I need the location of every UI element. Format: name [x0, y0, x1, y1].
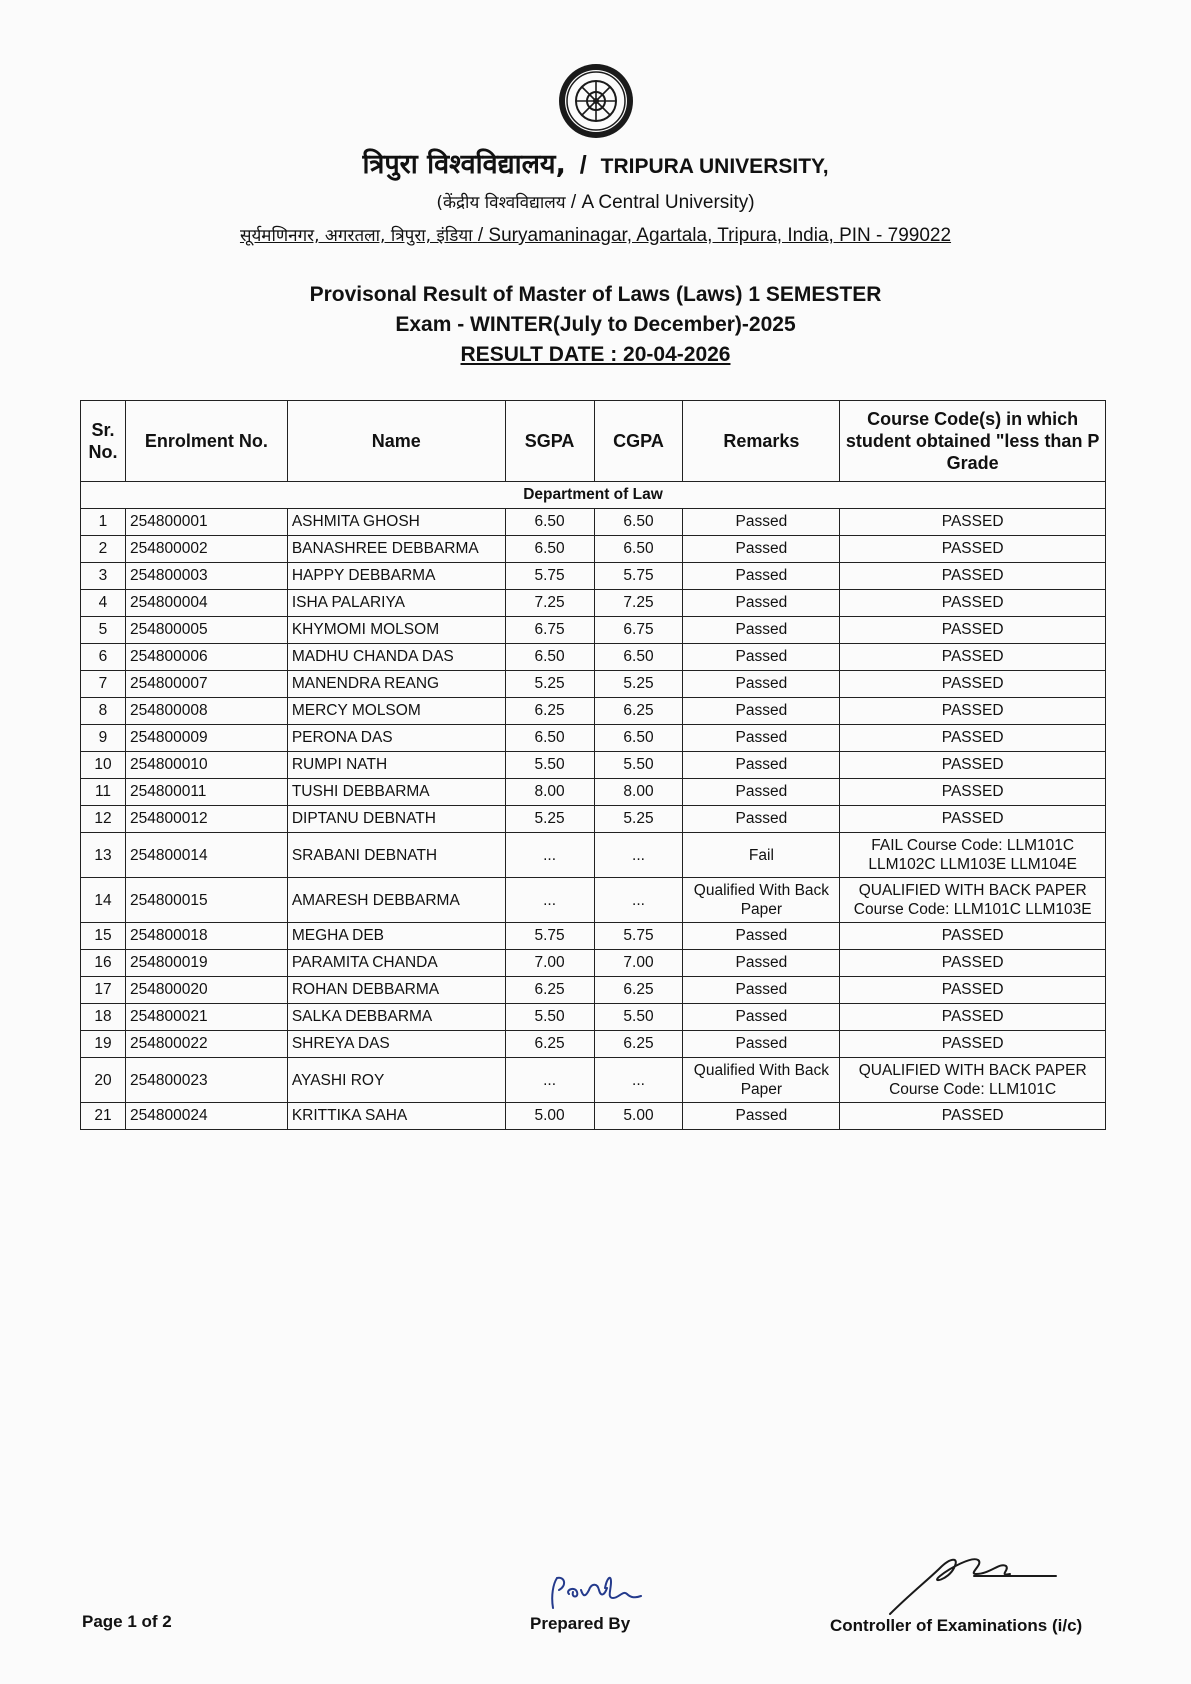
cgpa-cell: 7.25 [594, 590, 683, 617]
remarks-cell: Passed [683, 950, 840, 977]
header-cgpa: CGPA [594, 401, 683, 482]
sgpa-cell: 5.25 [505, 671, 594, 698]
sr-cell: 10 [81, 752, 126, 779]
sgpa-cell: 8.00 [505, 779, 594, 806]
cgpa-cell: 5.75 [594, 563, 683, 590]
course-code-cell: PASSED [840, 1031, 1106, 1058]
sr-cell: 14 [81, 878, 126, 923]
header-course-codes: Course Code(s) in which student obtained "less than P Grade [840, 401, 1106, 482]
name-cell: SALKA DEBBARMA [287, 1004, 505, 1031]
remarks-cell: Passed [683, 779, 840, 806]
exam-session: Exam - WINTER(July to December)-2025 [395, 313, 796, 336]
table-row [81, 1103, 1106, 1130]
sgpa-cell: 5.25 [505, 806, 594, 833]
course-code-cell: PASSED [840, 806, 1106, 833]
result-title: Provisonal Result of Master of Laws (Laws) 1 SEMESTER [309, 283, 882, 306]
remarks-cell: Passed [683, 923, 840, 950]
controller-of-examinations-label: Controller of Examinations (i/c) [830, 1616, 1083, 1635]
sgpa-cell: 5.75 [505, 563, 594, 590]
sgpa-cell: 6.50 [505, 509, 594, 536]
sgpa-cell: ... [505, 1058, 594, 1103]
sr-cell: 7 [81, 671, 126, 698]
table-row [81, 833, 1106, 878]
table-row [81, 1004, 1106, 1031]
table-row [81, 779, 1106, 806]
university-name-hindi: त्रिपुरा विश्वविद्यालय, [362, 149, 566, 180]
remarks-cell: Passed [683, 1031, 840, 1058]
table-row [81, 617, 1106, 644]
enrolment-cell: 254800006 [125, 644, 287, 671]
cgpa-cell: 5.50 [594, 1004, 683, 1031]
table-row [81, 752, 1106, 779]
cgpa-cell: ... [594, 833, 683, 878]
table-row [81, 878, 1106, 923]
sr-cell: 18 [81, 1004, 126, 1031]
sgpa-cell: 6.50 [505, 536, 594, 563]
enrolment-cell: 254800020 [125, 977, 287, 1004]
remarks-cell: Passed [683, 752, 840, 779]
course-code-cell: PASSED [840, 977, 1106, 1004]
header-remarks: Remarks [683, 401, 840, 482]
remarks-cell: Passed [683, 725, 840, 752]
cgpa-cell: 5.25 [594, 671, 683, 698]
address-line [0, 223, 1191, 247]
address-hindi: सूर्यमणिनगर, अगरतला, त्रिपुरा, इंडिया [239, 226, 473, 246]
remarks-cell: Passed [683, 536, 840, 563]
course-code-cell: PASSED [840, 617, 1106, 644]
remarks-cell: Passed [683, 644, 840, 671]
table-row [81, 725, 1106, 752]
name-cell: ASHMITA GHOSH [287, 509, 505, 536]
name-cell: AYASHI ROY [287, 1058, 505, 1103]
sgpa-cell: 6.25 [505, 977, 594, 1004]
header-sr-no: Sr. No. [81, 401, 126, 482]
cgpa-cell: ... [594, 878, 683, 923]
sr-cell: 1 [81, 509, 126, 536]
enrolment-cell: 254800021 [125, 1004, 287, 1031]
separator: / [579, 151, 587, 179]
cgpa-cell: 7.00 [594, 950, 683, 977]
department-row [81, 482, 1106, 509]
name-cell: PARAMITA CHANDA [287, 950, 505, 977]
sr-cell: 9 [81, 725, 126, 752]
sr-cell: 17 [81, 977, 126, 1004]
name-cell: SRABANI DEBNATH [287, 833, 505, 878]
remarks-cell: Qualified With Back Paper [683, 1058, 840, 1103]
name-cell: MEGHA DEB [287, 923, 505, 950]
enrolment-cell: 254800002 [125, 536, 287, 563]
enrolment-cell: 254800022 [125, 1031, 287, 1058]
course-code-cell: PASSED [840, 590, 1106, 617]
course-code-cell: FAIL Course Code: LLM101C LLM102C LLM103E LLM104E [840, 833, 1106, 878]
remarks-cell: Passed [683, 698, 840, 725]
enrolment-cell: 254800009 [125, 725, 287, 752]
prepared-by-label: Prepared By [530, 1614, 631, 1633]
enrolment-cell: 254800008 [125, 698, 287, 725]
sgpa-cell: 7.25 [505, 590, 594, 617]
name-cell: DIPTANU DEBNATH [287, 806, 505, 833]
table-row [81, 644, 1106, 671]
course-code-cell: PASSED [840, 644, 1106, 671]
sgpa-cell: 5.50 [505, 1004, 594, 1031]
name-cell: RUMPI NATH [287, 752, 505, 779]
remarks-cell: Passed [683, 509, 840, 536]
remarks-cell: Passed [683, 590, 840, 617]
page-number: Page 1 of 2 [82, 1612, 172, 1631]
enrolment-cell: 254800001 [125, 509, 287, 536]
sr-cell: 3 [81, 563, 126, 590]
address-english: / Suryamaninagar, Agartala, Tripura, India, PIN - 799022 [477, 225, 952, 246]
course-code-cell: PASSED [840, 725, 1106, 752]
cgpa-cell: 5.00 [594, 1103, 683, 1130]
header-enrolment-no: Enrolment No. [125, 401, 287, 482]
course-code-cell: PASSED [840, 671, 1106, 698]
sr-cell: 19 [81, 1031, 126, 1058]
sgpa-cell: 6.75 [505, 617, 594, 644]
remarks-cell: Passed [683, 563, 840, 590]
table-row [81, 950, 1106, 977]
sgpa-cell: 6.25 [505, 698, 594, 725]
remarks-cell: Passed [683, 671, 840, 698]
table-row [81, 671, 1106, 698]
department-label: Department of Law [81, 482, 1106, 509]
sr-cell: 20 [81, 1058, 126, 1103]
remarks-cell: Passed [683, 617, 840, 644]
sr-cell: 21 [81, 1103, 126, 1130]
university-seal-logo [557, 62, 635, 140]
table-row [81, 509, 1106, 536]
enrolment-cell: 254800019 [125, 950, 287, 977]
remarks-cell: Passed [683, 806, 840, 833]
cgpa-cell: 8.00 [594, 779, 683, 806]
name-cell: KHYMOMI MOLSOM [287, 617, 505, 644]
cgpa-cell: 6.50 [594, 644, 683, 671]
enrolment-cell: 254800010 [125, 752, 287, 779]
name-cell: MERCY MOLSOM [287, 698, 505, 725]
course-code-cell: PASSED [840, 698, 1106, 725]
sgpa-cell: ... [505, 833, 594, 878]
university-name-heading [0, 144, 1191, 181]
course-code-cell: PASSED [840, 1004, 1106, 1031]
sgpa-cell: 7.00 [505, 950, 594, 977]
header-sgpa: SGPA [505, 401, 594, 482]
name-cell: BANASHREE DEBBARMA [287, 536, 505, 563]
table-row [81, 1031, 1106, 1058]
cgpa-cell: 5.25 [594, 806, 683, 833]
table-row [81, 923, 1106, 950]
enrolment-cell: 254800023 [125, 1058, 287, 1103]
table-row [81, 698, 1106, 725]
name-cell: AMARESH DEBBARMA [287, 878, 505, 923]
cgpa-cell: 6.25 [594, 698, 683, 725]
table-row [81, 563, 1106, 590]
cgpa-cell: 5.50 [594, 752, 683, 779]
name-cell: MANENDRA REANG [287, 671, 505, 698]
remarks-cell: Fail [683, 833, 840, 878]
name-cell: MADHU CHANDA DAS [287, 644, 505, 671]
sr-cell: 4 [81, 590, 126, 617]
table-row [81, 977, 1106, 1004]
enrolment-cell: 254800003 [125, 563, 287, 590]
cgpa-cell: ... [594, 1058, 683, 1103]
table-row [81, 536, 1106, 563]
course-code-cell: PASSED [840, 950, 1106, 977]
remarks-cell: Passed [683, 1004, 840, 1031]
sr-cell: 8 [81, 698, 126, 725]
controller-signature [880, 1548, 1060, 1618]
name-cell: PERONA DAS [287, 725, 505, 752]
cgpa-cell: 6.75 [594, 617, 683, 644]
sr-cell: 15 [81, 923, 126, 950]
central-university-hindi: (केंद्रीय विश्वविद्यालय [436, 193, 566, 213]
sr-cell: 16 [81, 950, 126, 977]
name-cell: ISHA PALARIYA [287, 590, 505, 617]
enrolment-cell: 254800015 [125, 878, 287, 923]
enrolment-cell: 254800007 [125, 671, 287, 698]
sr-cell: 12 [81, 806, 126, 833]
result-date: RESULT DATE : 20-04-2026 [460, 343, 731, 366]
sr-cell: 13 [81, 833, 126, 878]
table-row [81, 806, 1106, 833]
table-row [81, 1058, 1106, 1103]
sgpa-cell: 6.25 [505, 1031, 594, 1058]
sgpa-cell: 6.50 [505, 644, 594, 671]
enrolment-cell: 254800024 [125, 1103, 287, 1130]
course-code-cell: PASSED [840, 923, 1106, 950]
header-name: Name [287, 401, 505, 482]
sgpa-cell: 6.50 [505, 725, 594, 752]
sgpa-cell: ... [505, 878, 594, 923]
cgpa-cell: 6.50 [594, 509, 683, 536]
cgpa-cell: 6.50 [594, 725, 683, 752]
results-table [80, 400, 1106, 1130]
cgpa-cell: 6.25 [594, 1031, 683, 1058]
cgpa-cell: 6.50 [594, 536, 683, 563]
remarks-cell: Passed [683, 1103, 840, 1130]
course-code-cell: PASSED [840, 1103, 1106, 1130]
preparer-signature [545, 1568, 655, 1614]
course-code-cell: PASSED [840, 752, 1106, 779]
remarks-cell: Qualified With Back Paper [683, 878, 840, 923]
name-cell: KRITTIKA SAHA [287, 1103, 505, 1130]
central-university-line [0, 190, 1191, 214]
cgpa-cell: 5.75 [594, 923, 683, 950]
sgpa-cell: 5.75 [505, 923, 594, 950]
sgpa-cell: 5.00 [505, 1103, 594, 1130]
university-name-english: TRIPURA UNIVERSITY, [600, 155, 829, 178]
course-code-cell: PASSED [840, 536, 1106, 563]
course-code-cell: QUALIFIED WITH BACK PAPER Course Code: LLM101C [840, 1058, 1106, 1103]
enrolment-cell: 254800005 [125, 617, 287, 644]
enrolment-cell: 254800004 [125, 590, 287, 617]
name-cell: TUSHI DEBBARMA [287, 779, 505, 806]
name-cell: HAPPY DEBBARMA [287, 563, 505, 590]
table-row [81, 590, 1106, 617]
course-code-cell: PASSED [840, 779, 1106, 806]
sgpa-cell: 5.50 [505, 752, 594, 779]
enrolment-cell: 254800018 [125, 923, 287, 950]
sr-cell: 6 [81, 644, 126, 671]
name-cell: ROHAN DEBBARMA [287, 977, 505, 1004]
sr-cell: 11 [81, 779, 126, 806]
course-code-cell: QUALIFIED WITH BACK PAPER Course Code: LLM101C LLM103E [840, 878, 1106, 923]
enrolment-cell: 254800014 [125, 833, 287, 878]
enrolment-cell: 254800011 [125, 779, 287, 806]
course-code-cell: PASSED [840, 509, 1106, 536]
remarks-cell: Passed [683, 977, 840, 1004]
cgpa-cell: 6.25 [594, 977, 683, 1004]
table-header-row [81, 401, 1106, 482]
sr-cell: 5 [81, 617, 126, 644]
central-university-english: / A Central University) [570, 192, 755, 213]
sr-cell: 2 [81, 536, 126, 563]
name-cell: SHREYA DAS [287, 1031, 505, 1058]
course-code-cell: PASSED [840, 563, 1106, 590]
enrolment-cell: 254800012 [125, 806, 287, 833]
